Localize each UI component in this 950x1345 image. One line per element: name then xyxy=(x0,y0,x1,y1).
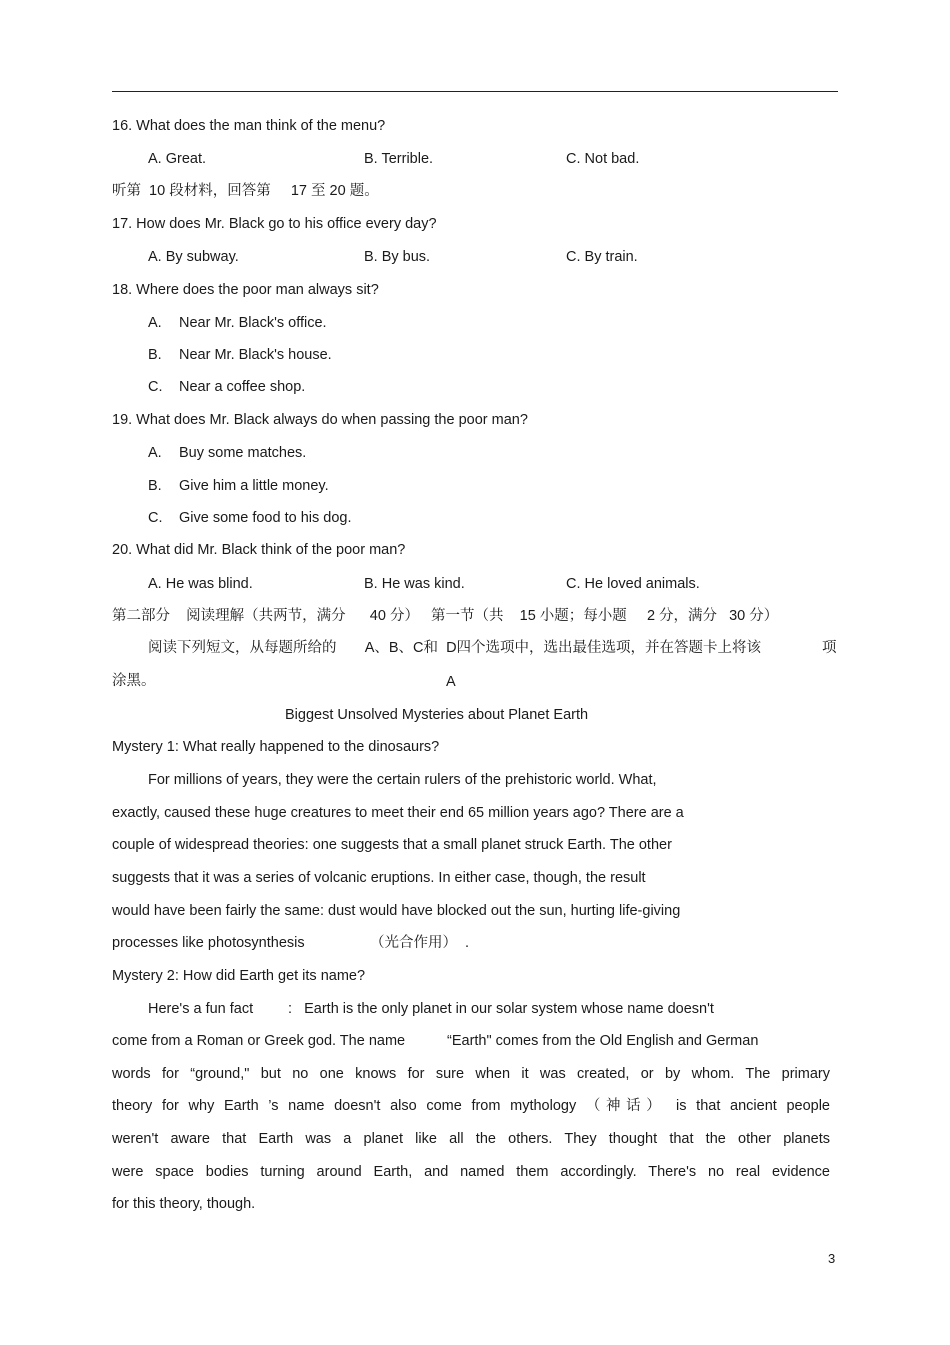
question-19-option-a-label: A. xyxy=(148,445,162,461)
part-2-instruction-cont: 涂黑。 xyxy=(112,673,156,689)
page-number: 3 xyxy=(828,1251,836,1266)
question-18-option-a: Near Mr. Black's office. xyxy=(179,315,327,331)
question-16-option-b: B. Terrible. xyxy=(364,151,434,167)
question-16-option-c: C. Not bad. xyxy=(566,151,640,167)
mystery-1-chinese-note: （光合作用） xyxy=(370,935,457,951)
question-19-option-a: Buy some matches. xyxy=(179,445,307,461)
question-18-option-b-label: B. xyxy=(148,347,162,363)
mystery-2-line: theory for why Earth ’s name doesn't also come from mythology （神话） is that ancient people xyxy=(112,1098,830,1114)
mystery-1-period: . xyxy=(465,935,470,951)
mystery-1-last-line: processes like photosynthesis xyxy=(112,935,305,951)
mystery-2-line: weren't aware that Earth was a planet like all the others. They thought that the other planets xyxy=(112,1131,830,1147)
mystery-2-last-line: for this theory, though. xyxy=(112,1196,256,1212)
mystery-1-line: couple of widespread theories: one suggests that a small planet struck Earth. The other xyxy=(112,837,672,853)
mystery-1-line: exactly, caused these huge creatures to meet their end 65 million years ago? There are a xyxy=(112,805,684,821)
question-20-option-b: B. He was kind. xyxy=(364,576,465,592)
question-19-option-b: Give him a little money. xyxy=(179,478,329,494)
question-18-option-a-label: A. xyxy=(148,315,162,331)
part-2-instruction: 阅读下列短文，从每题所给的 A、B、C和 D四个选项中，选出最佳选项，并在答题卡上将该 xyxy=(148,640,762,656)
header-rule xyxy=(112,91,838,92)
mystery-1-line: For millions of years, they were the certain rulers of the prehistoric world. What, xyxy=(148,772,657,788)
question-19-stem: 19. What does Mr. Black always do when passing the poor man? xyxy=(112,412,528,428)
mystery-2-heading: Mystery 2: How did Earth get its name? xyxy=(112,968,366,984)
passage-letter: A xyxy=(446,674,456,690)
mystery-2-line-2a: come from a Roman or Greek god. The name xyxy=(112,1033,406,1049)
question-18-option-c-label: C. xyxy=(148,379,163,395)
question-18-stem: 18. Where does the poor man always sit? xyxy=(112,282,379,298)
part-2-instruction-end: 项 xyxy=(822,640,837,656)
question-20-stem: 20. What did Mr. Black think of the poor man? xyxy=(112,542,406,558)
mystery-2-line-2b: “Earth" comes from the Old English and German xyxy=(447,1033,759,1049)
question-17-option-b: B. By bus. xyxy=(364,249,431,265)
mystery-2-line: were space bodies turning around Earth, and named them accordingly. There's no real evidence xyxy=(112,1164,830,1180)
part-2-heading: 第二部分 阅读理解（共两节，满分 40 分） 第一节（共 15 小题；每小题 2 分，满分 30 分） xyxy=(112,608,779,624)
mystery-2-line-1a: Here's a fun fact xyxy=(148,1001,254,1017)
question-17-option-c: C. By train. xyxy=(566,249,638,265)
question-19-option-c: Give some food to his dog. xyxy=(179,510,352,526)
article-title: Biggest Unsolved Mysteries about Planet Earth xyxy=(285,707,589,723)
question-17-stem: 17. How does Mr. Black go to his office every day? xyxy=(112,216,437,232)
section-10-instruction: 听第 10 段材料，回答第 17 至 20 题。 xyxy=(112,183,379,199)
question-18-option-c: Near a coffee shop. xyxy=(179,379,306,395)
question-16-stem: 16. What does the man think of the menu? xyxy=(112,118,386,134)
question-17-option-a: A. By subway. xyxy=(148,249,239,265)
mystery-1-line: suggests that it was a series of volcanic eruptions. In either case, though, the result xyxy=(112,870,646,886)
question-19-option-b-label: B. xyxy=(148,478,162,494)
question-20-option-c: C. He loved animals. xyxy=(566,576,700,592)
question-19-option-c-label: C. xyxy=(148,510,163,526)
mystery-1-line: would have been fairly the same: dust would have blocked out the sun, hurting life-giving xyxy=(112,903,681,919)
question-20-option-a: A. He was blind. xyxy=(148,576,253,592)
mystery-2-line-1b: : Earth is the only planet in our solar system whose name doesn't xyxy=(288,1001,714,1017)
question-16-option-a: A. Great. xyxy=(148,151,207,167)
mystery-1-heading: Mystery 1: What really happened to the dinosaurs? xyxy=(112,739,440,755)
mystery-2-line: words for “ground," but no one knows for sure when it was created, or by whom. The primary xyxy=(112,1066,830,1082)
question-18-option-b: Near Mr. Black's house. xyxy=(179,347,332,363)
